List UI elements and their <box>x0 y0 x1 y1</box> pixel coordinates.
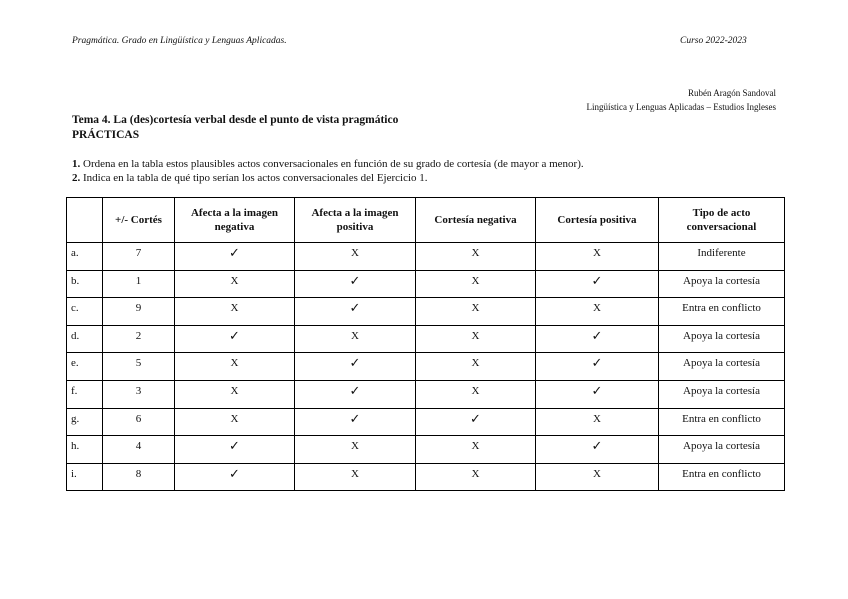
table-row <box>67 298 785 326</box>
check-icon: ✓ <box>295 270 416 298</box>
check-icon: ✓ <box>536 436 659 464</box>
check-icon: ✓ <box>295 298 416 326</box>
table-cell: X <box>175 408 295 436</box>
header-cell: Cortesía positiva <box>536 198 659 243</box>
table-header-row <box>67 198 785 243</box>
table-cell: X <box>416 436 536 464</box>
table-cell: X <box>175 270 295 298</box>
header-cell: Afecta a la imagen positiva <box>295 198 416 243</box>
table-cell: 7 <box>103 243 175 271</box>
table-cell: 8 <box>103 463 175 491</box>
running-header-right: Curso 2022-2023 <box>680 36 747 46</box>
table-row <box>67 463 785 491</box>
table-cell: X <box>295 325 416 353</box>
table-cell: X <box>175 298 295 326</box>
table-cell: X <box>416 298 536 326</box>
check-icon: ✓ <box>416 408 536 436</box>
table-cell: 1 <box>103 270 175 298</box>
table-cell: Apoya la cortesía <box>659 270 785 298</box>
table-cell: X <box>536 243 659 271</box>
instruction-1 <box>72 157 584 171</box>
table-cell: Apoya la cortesía <box>659 353 785 381</box>
check-icon: ✓ <box>536 270 659 298</box>
table-cell: X <box>295 243 416 271</box>
document-title <box>72 113 398 143</box>
header-cell: Cortesía negativa <box>416 198 536 243</box>
table-cell: X <box>416 463 536 491</box>
check-icon: ✓ <box>295 353 416 381</box>
check-icon: ✓ <box>175 463 295 491</box>
row-label-cell: g. <box>67 408 103 436</box>
table-cell: Apoya la cortesía <box>659 436 785 464</box>
table-cell: Entra en conflicto <box>659 463 785 491</box>
check-icon: ✓ <box>536 380 659 408</box>
table-row <box>67 270 785 298</box>
row-label-cell: c. <box>67 298 103 326</box>
check-icon: ✓ <box>175 325 295 353</box>
table-cell: Entra en conflicto <box>659 298 785 326</box>
instruction-text: Indica en la tabla de qué tipo serían los actos conversacionales del Ejercicio 1. <box>80 172 428 184</box>
table-row <box>67 353 785 381</box>
row-label-cell: f. <box>67 380 103 408</box>
table-body <box>67 243 785 491</box>
table-row <box>67 325 785 353</box>
instructions <box>72 157 584 185</box>
title-line-1: Tema 4. La (des)cortesía verbal desde el punto de vista pragmático <box>72 114 399 126</box>
row-label-cell: h. <box>67 436 103 464</box>
row-label-cell: a. <box>67 243 103 271</box>
author-name: Rubén Aragón Sandoval <box>688 88 776 98</box>
table-cell: X <box>295 436 416 464</box>
header-cell <box>67 198 103 243</box>
table-row <box>67 436 785 464</box>
courtesy-table <box>66 197 785 491</box>
table-row <box>67 243 785 271</box>
check-icon: ✓ <box>536 353 659 381</box>
header-cell: Afecta a la imagen negativa <box>175 198 295 243</box>
table-cell: 6 <box>103 408 175 436</box>
table-cell: 4 <box>103 436 175 464</box>
row-label-cell: b. <box>67 270 103 298</box>
running-header-left: Pragmática. Grado en Lingüística y Lenguas Aplicadas. <box>72 36 287 46</box>
table-cell: X <box>416 325 536 353</box>
check-icon: ✓ <box>295 408 416 436</box>
table-cell: X <box>416 243 536 271</box>
author-affiliation: Lingüística y Lenguas Aplicadas – Estudios Ingleses <box>586 102 776 112</box>
table-cell: X <box>175 353 295 381</box>
row-label-cell: i. <box>67 463 103 491</box>
table-cell: X <box>536 408 659 436</box>
table-cell: X <box>536 463 659 491</box>
table-row <box>67 380 785 408</box>
table-cell: X <box>416 270 536 298</box>
check-icon: ✓ <box>536 325 659 353</box>
table-cell: Entra en conflicto <box>659 408 785 436</box>
table-cell: 2 <box>103 325 175 353</box>
check-icon: ✓ <box>295 380 416 408</box>
table-cell: 5 <box>103 353 175 381</box>
table-cell: 9 <box>103 298 175 326</box>
instruction-2 <box>72 171 584 185</box>
check-icon: ✓ <box>175 436 295 464</box>
table-cell: 3 <box>103 380 175 408</box>
author-block <box>587 86 776 114</box>
header-cell: Tipo de acto conversacional <box>659 198 785 243</box>
instruction-text: Ordena en la tabla estos plausibles actos conversacionales en función de su grado de cortesía (de mayor a menor). <box>80 158 584 170</box>
table-cell: Apoya la cortesía <box>659 325 785 353</box>
table-cell: X <box>536 298 659 326</box>
check-icon: ✓ <box>175 243 295 271</box>
table-cell: Indiferente <box>659 243 785 271</box>
title-line-2: PRÁCTICAS <box>72 129 140 141</box>
table-cell: X <box>416 353 536 381</box>
table-row <box>67 408 785 436</box>
instruction-number: 2. <box>72 172 81 184</box>
table-cell: X <box>175 380 295 408</box>
table-cell: X <box>416 380 536 408</box>
header-cell: +/- Cortés <box>103 198 175 243</box>
row-label-cell: d. <box>67 325 103 353</box>
table-cell: X <box>295 463 416 491</box>
table-cell: Apoya la cortesía <box>659 380 785 408</box>
row-label-cell: e. <box>67 353 103 381</box>
instruction-number: 1. <box>72 158 81 170</box>
